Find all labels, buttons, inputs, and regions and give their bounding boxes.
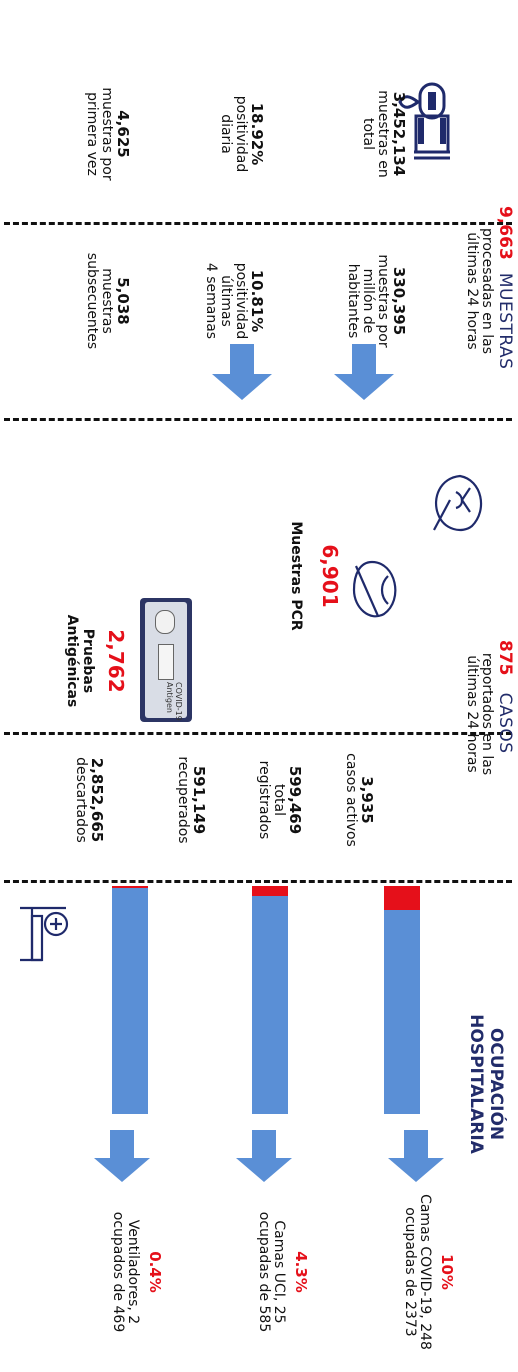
muestras-count: 9,663: [495, 206, 515, 260]
muestras-title: MUESTRAS: [495, 272, 515, 370]
casos-count: 875: [495, 640, 515, 676]
stat-por-millon: 330,395 muestras por millón de habitantes: [345, 254, 408, 348]
casos-header: [495, 640, 515, 754]
stat-recuperados: 591,149 recuperados: [175, 756, 208, 844]
ocupacion-title: OCUPACIÓN HOSPITALARIA: [466, 1014, 506, 1154]
stat-primera-vez: 4,625 muestras por primera vez: [84, 87, 132, 181]
ocupacion-ventiladores: 0.4% Ventiladores, 2 ocupados de 469: [110, 1211, 164, 1333]
bar-fill: [112, 886, 148, 888]
divider-3: [4, 732, 512, 735]
muestras-header: [495, 206, 515, 369]
bar-fill: [252, 886, 288, 896]
nasal-swab-icon: [348, 556, 408, 626]
nasal-swab-icon: [430, 470, 490, 536]
pcr-block: 6,901 Muestras PCR: [288, 521, 342, 631]
hospital-bed-icon: [16, 902, 72, 966]
divider-2: [4, 418, 512, 421]
stat-total-registrados: 599,469 total registrados: [256, 760, 304, 840]
stat-subsecuentes: 5,038 muestras subsecuentes: [84, 252, 132, 350]
antigen-test-icon: [140, 598, 192, 722]
ocupacion-camas-uci: 4.3% Camas UCI, 25 ocupadas de 585: [256, 1211, 310, 1333]
bar-ventiladores: [112, 886, 148, 1114]
bar-fill: [384, 886, 420, 910]
casos-title: CASOS: [495, 692, 515, 754]
antigen-block: 2,762 Pruebas Antigénicas: [64, 614, 128, 708]
arrow-right-icon: [334, 344, 394, 400]
casos-subtitle: reportados en las últimas 24 horas: [464, 652, 495, 776]
bar-camas-uci: [252, 886, 288, 1114]
stat-muestras-total: 3,452,134 muestras en total: [360, 90, 408, 178]
divider-1: [4, 222, 512, 225]
stat-positividad-diaria: 18.92% positividad diaria: [218, 95, 266, 173]
stat-casos-activos: 3,935 casos activos: [343, 753, 376, 847]
stat-positividad-semanas: 10.81% positividad últimas 4 semanas: [203, 262, 266, 340]
arrow-right-icon: [212, 344, 272, 400]
muestras-subtitle: procesadas en las últimas 24 horas: [464, 228, 495, 354]
divider-4: [4, 880, 512, 883]
stat-descartados: 2,852,665 descartados: [73, 757, 106, 843]
bar-camas-covid: [384, 886, 420, 1114]
ocupacion-camas-covid: 10% Camas COVID-19, 248 ocupadas de 2373: [402, 1194, 456, 1350]
cassette-label: COVID-19 Antigen: [165, 682, 183, 721]
